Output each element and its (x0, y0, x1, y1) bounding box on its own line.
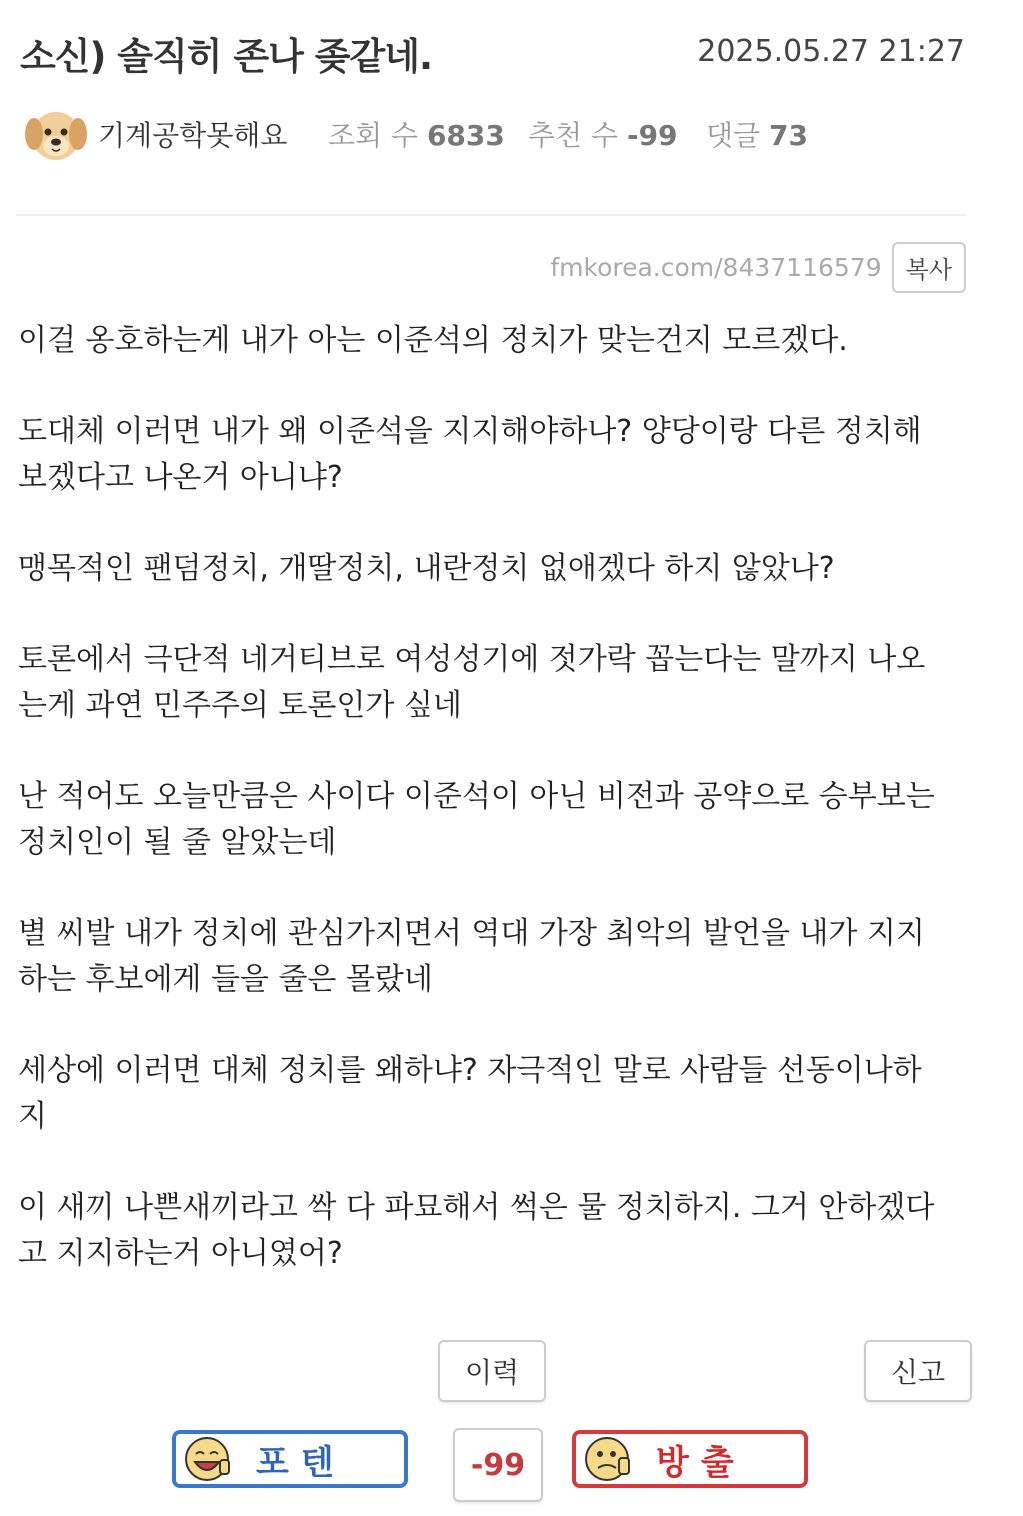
post-paragraph: 도대체 이러면 내가 왜 이준석을 지지해야하나? 양당이랑 다른 정치해 보겠다고 나온거 아니냐? (18, 414, 922, 495)
history-button[interactable]: 이력 (438, 1340, 546, 1402)
downvote-label: 방출 (656, 1442, 746, 1483)
post-paragraph: 난 적어도 오늘만큼은 사이다 이준석이 아닌 비전과 공약으로 승부보는 정치인이 될 줄 알았는데 (18, 779, 935, 860)
header-divider (16, 214, 966, 216)
vote-count-value: -99 (626, 119, 678, 152)
post-paragraph: 이 새끼 나쁜새끼라고 싹 다 파묘해서 썩은 물 정치하지. 그거 안하겠다 고 지지하는거 아니였어? (18, 1190, 935, 1271)
view-count-value: 6833 (426, 119, 505, 152)
post-title: 소신) 솔직히 존나 좆같네. (20, 35, 433, 78)
puppy-avatar[interactable] (22, 100, 90, 168)
post-url[interactable]: fmkorea.com/8437116579 (550, 252, 882, 282)
vote-count-stat (528, 114, 678, 154)
downvote-button[interactable] (572, 1430, 808, 1488)
comment-count-value: 73 (769, 119, 808, 152)
post-date: 2025.05.27 21:27 (697, 34, 965, 69)
upvote-label: 포텐 (256, 1442, 346, 1483)
post-url-row (550, 244, 966, 290)
upvote-button[interactable] (172, 1430, 408, 1488)
post-paragraph: 이걸 옹호하는게 내가 아는 이준석의 정치가 맞는건지 모르겠다. (18, 323, 848, 358)
author-name[interactable]: 기계공학못해요 (98, 119, 288, 152)
post-paragraph: 세상에 이러면 대체 정치를 왜하냐? 자극적인 말로 사람들 선동이나하 지 (18, 1053, 922, 1134)
view-count (328, 114, 505, 154)
post-paragraph: 맹목적인 팬덤정치, 개딸정치, 내란정치 없애겠다 하지 않았나? (18, 551, 835, 586)
vote-count-display: -99 (453, 1428, 543, 1502)
view-count-label: 조회 수 (328, 119, 419, 152)
comment-count[interactable] (706, 114, 808, 154)
post-paragraph: 별 씨발 내가 정치에 관심가지면서 역대 가장 최악의 발언을 내가 지지 하는 후보에게 들을 줄은 몰랐네 (18, 916, 925, 997)
post-meta (22, 100, 982, 170)
vote-count-label: 추천 수 (528, 119, 619, 152)
laughing-face-icon (182, 1434, 232, 1484)
report-button[interactable]: 신고 (864, 1340, 972, 1402)
post-paragraph: 토론에서 극단적 네거티브로 여성성기에 젓가락 꼽는다는 말까지 나오 는게 과연 민주주의 토론인가 싶네 (18, 642, 926, 723)
comment-count-label: 댓글 (706, 119, 761, 152)
copy-url-button[interactable]: 복사 (892, 242, 966, 293)
post-body (18, 318, 978, 1322)
thumbs-down-face-icon (582, 1434, 632, 1484)
